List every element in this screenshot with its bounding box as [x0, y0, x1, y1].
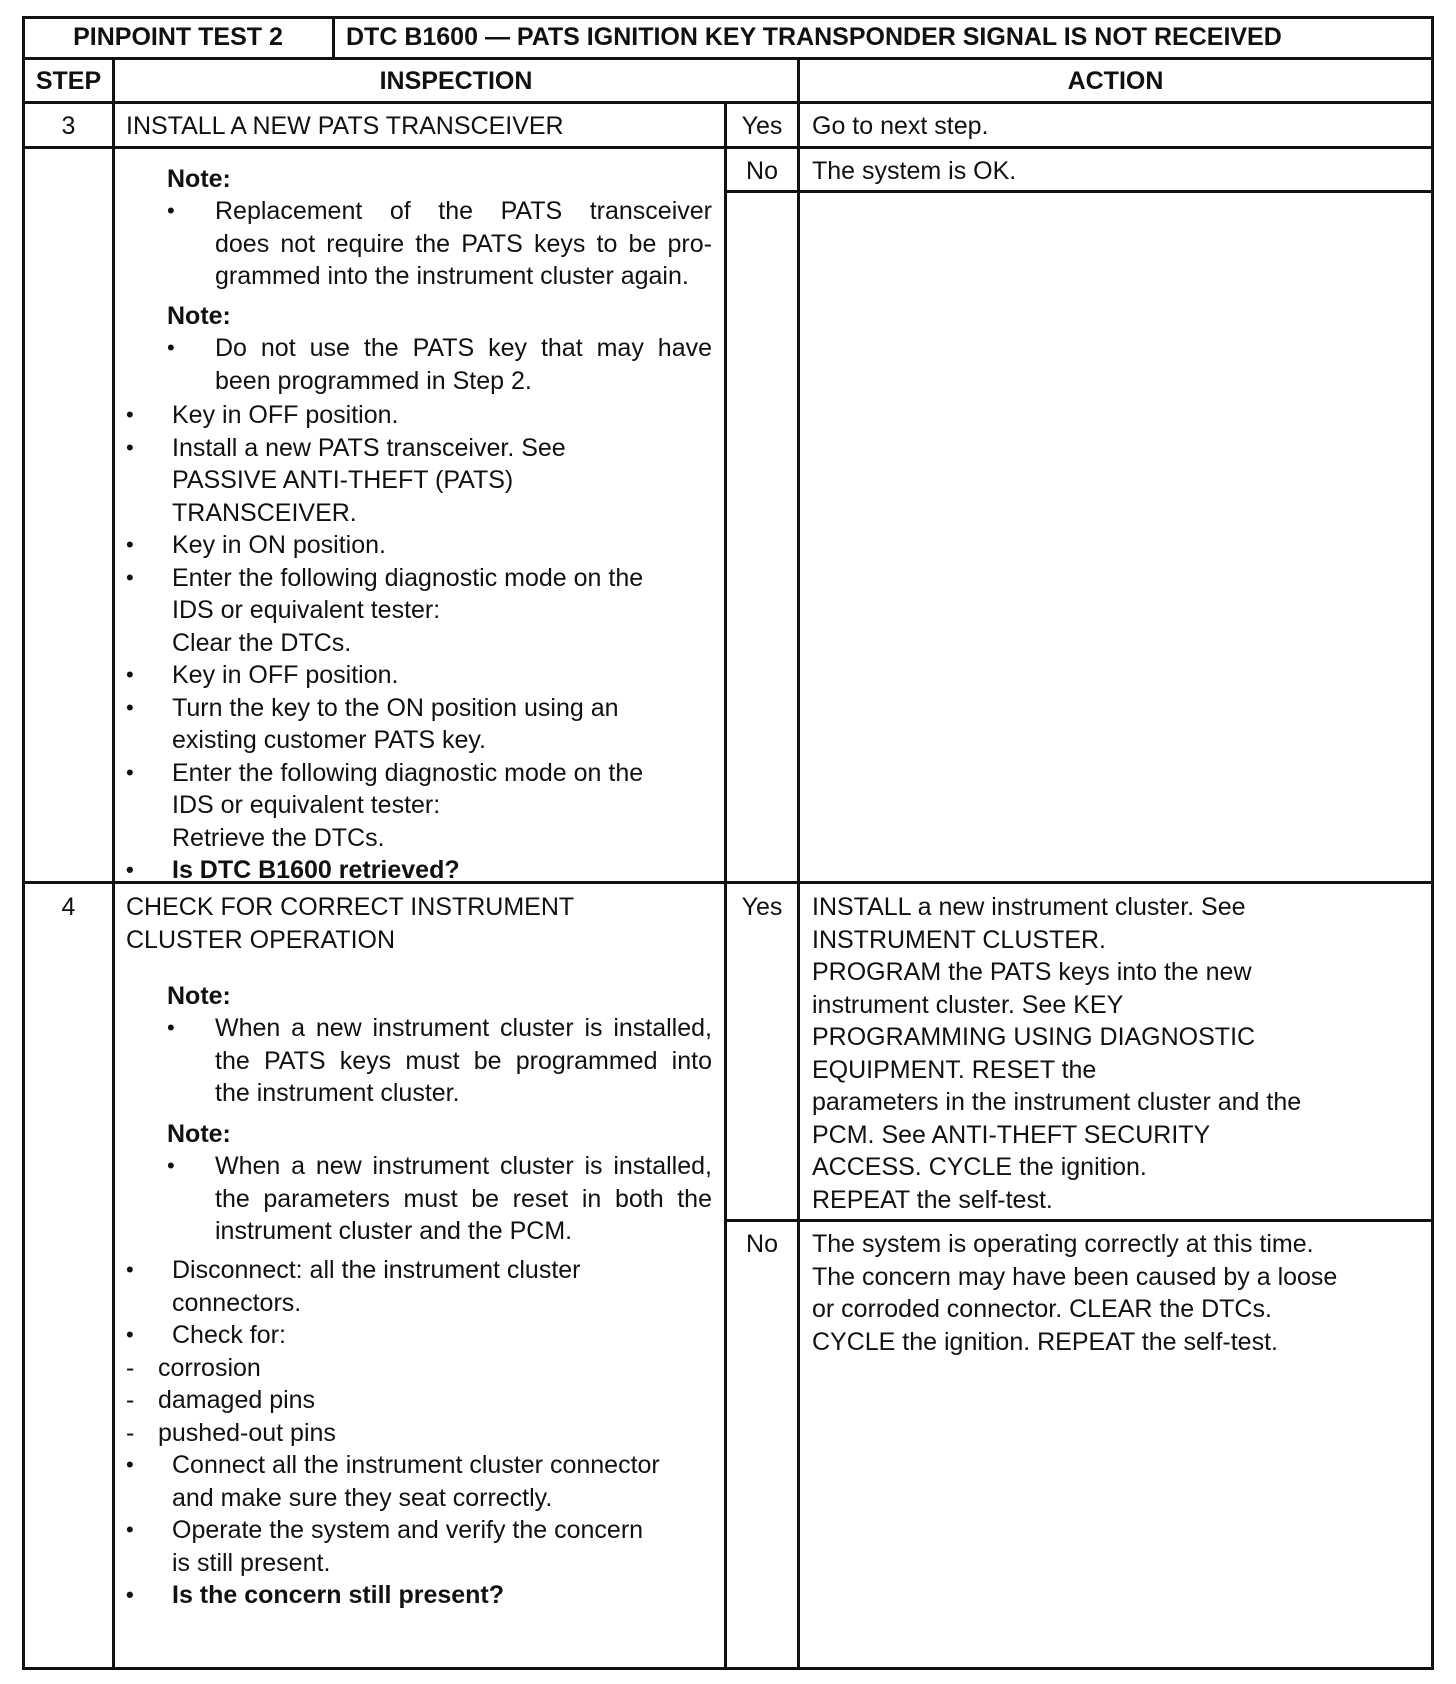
note-label: Note: — [167, 1120, 231, 1148]
note-line: When a new instrument cluster is installed, — [215, 1152, 712, 1180]
step-number: 3 — [61, 112, 76, 140]
note-line: When a new instrument cluster is installed, — [215, 1014, 712, 1042]
note-label: Note: — [167, 302, 231, 330]
divider — [22, 146, 1434, 149]
question-item: • Is the concern still present? — [126, 1579, 716, 1612]
procedure-list — [126, 1254, 716, 1612]
note-line: Replacement of the PATS transceiver — [215, 197, 712, 225]
divider — [112, 57, 115, 1670]
note-line: instrument cluster and the PCM. — [215, 1217, 573, 1245]
divider — [726, 190, 1434, 193]
step-heading: INSTALL A NEW PATS TRANSCEIVER — [126, 112, 564, 140]
note-label: Note: — [167, 982, 231, 1010]
column-header-action: ACTION — [1067, 67, 1164, 95]
list-item: • Key in ON position. — [126, 529, 716, 562]
list-item: • Disconnect: all the instrument cluster connectors. — [126, 1254, 716, 1319]
note-item: • Do not use the PATS key that may have been programmed in Step 2. — [167, 332, 712, 397]
note-line: the instrument cluster. — [215, 1079, 460, 1107]
divider — [22, 57, 1434, 60]
column-header-inspection: INSPECTION — [379, 67, 533, 95]
list-item: • Key in OFF position. — [126, 399, 716, 432]
note-item: • Replacement of the PATS transceiver does not require the PATS keys to be pro- grammed into the instrument cluster again. — [167, 195, 712, 293]
step-number: 4 — [61, 893, 76, 921]
list-item: • Enter the following diagnostic mode on the IDS or equivalent tester: Retrieve the DTCs. — [126, 757, 716, 855]
divider — [332, 16, 335, 58]
no-label: No — [746, 1230, 778, 1258]
list-item: • Check for: — [126, 1319, 716, 1352]
procedure-list — [126, 399, 716, 887]
note-label: Note: — [167, 165, 231, 193]
note-line: been programmed in Step 2. — [215, 366, 532, 395]
divider — [724, 101, 727, 1670]
check-item: - corrosion — [126, 1353, 261, 1382]
list-item: • Enter the following diagnostic mode on the IDS or equivalent tester: Clear the DTCs. — [126, 562, 716, 660]
page-title: DTC B1600 — PATS IGNITION KEY TRANSPONDER SIGNAL IS NOT RECEIVED — [346, 23, 1282, 51]
no-action: The system is operating correctly at this time. The concern may have been caused by a loose or corroded connector. CLEAR the DTCs. CYCLE the ignition. REPEAT the self-test. — [812, 1230, 1338, 1356]
divider — [22, 101, 1434, 104]
note-line: grammed into the instrument cluster again. — [215, 262, 689, 290]
no-action: The system is OK. — [812, 157, 1017, 185]
list-item: • Install a new PATS transceiver. See PASSIVE ANTI-THEFT (PATS) TRANSCEIVER. — [126, 432, 716, 530]
pinpoint-test-label: PINPOINT TEST 2 — [73, 23, 283, 51]
note-line: the PATS keys must be programmed into — [215, 1046, 712, 1075]
list-item: • Turn the key to the ON position using an existing customer PATS key. — [126, 692, 716, 757]
step-heading: CHECK FOR CORRECT INSTRUMENT CLUSTER OPERATION — [126, 893, 575, 954]
yes-label: Yes — [741, 893, 783, 921]
yes-label: Yes — [741, 112, 783, 140]
question-item: • Is DTC B1600 retrieved? — [126, 854, 716, 887]
divider — [797, 57, 800, 1670]
divider — [726, 1219, 1434, 1222]
note-line: Do not use the PATS key that may have — [215, 334, 712, 362]
yes-action: Go to next step. — [812, 112, 989, 140]
yes-action: INSTALL a new instrument cluster. See INSTRUMENT CLUSTER. PROGRAM the PATS keys into the new instrument cluster. See KEY PROGRAMMING USING DIAGNOSTIC EQUIPMENT. RESET the parameters in the instrument cluster and the PCM. See ANTI-THEFT SECURITY ACCESS. CYCLE the ignition. REPEAT the self-test. — [812, 893, 1302, 1214]
check-item: - damaged pins — [126, 1386, 316, 1414]
note-item: • When a new instrument cluster is installed, the PATS keys must be programmed into the instrument cluster. — [167, 1012, 712, 1110]
check-item: - pushed-out pins — [126, 1418, 336, 1447]
note-item: • When a new instrument cluster is installed, the parameters must be reset in both the instrument cluster and the PCM. — [167, 1150, 712, 1248]
no-label: No — [746, 157, 778, 185]
list-item: • Key in OFF position. — [126, 659, 716, 692]
list-item: • Operate the system and verify the concern is still present. — [126, 1514, 716, 1579]
note-line: the parameters must be reset in both the — [215, 1184, 712, 1213]
note-line: does not require the PATS keys to be pro- — [215, 229, 712, 258]
column-header-step: STEP — [35, 67, 102, 95]
list-item: • Connect all the instrument cluster connector and make sure they seat correctly. — [126, 1449, 716, 1514]
